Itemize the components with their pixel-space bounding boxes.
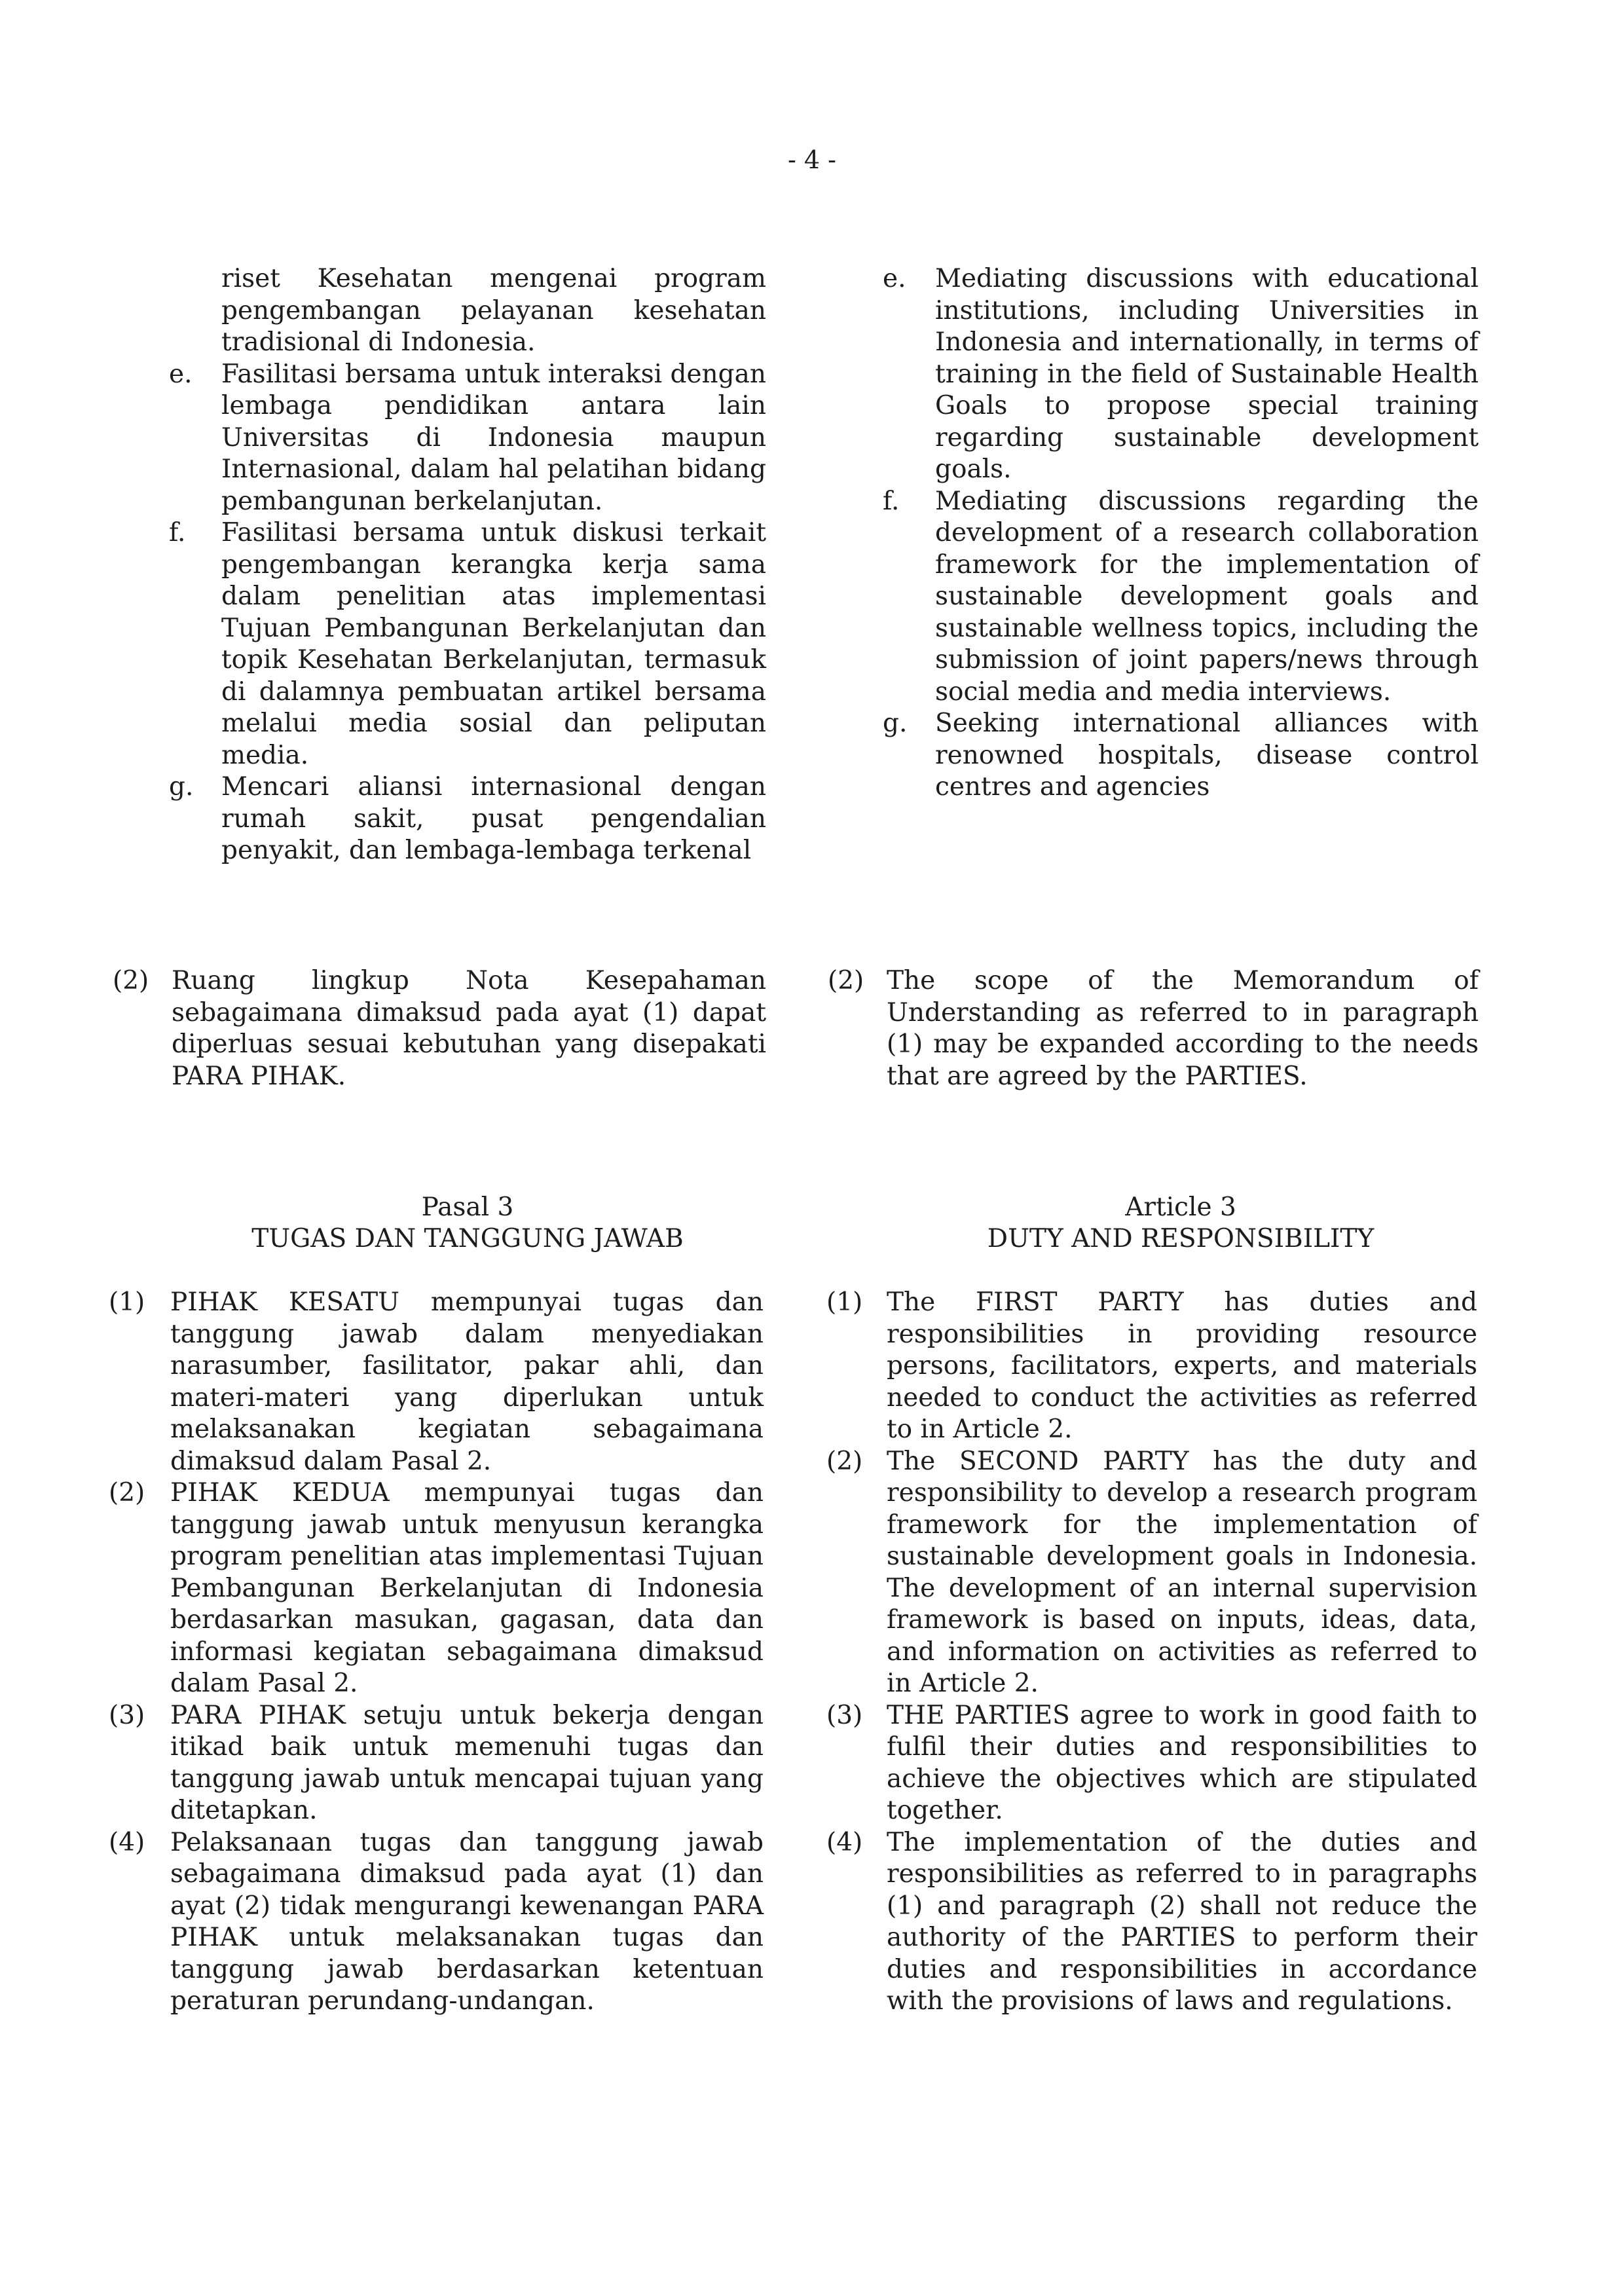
article-number: Pasal 3 <box>421 1193 514 1222</box>
item-label: (3) <box>109 1700 145 1730</box>
item-text: PIHAK KEDUA mempunyai tugas dan tanggung jawab untuk menyusun kerangka program penelitian atas implementasi Tujuan Pembangunan Berkelanjutan di Indonesia berdasarkan masukan, gagasan, data dan informasi kegiatan sebagaimana dimaksud dalam Pasal 2. <box>170 1478 764 1698</box>
item-label: g. <box>883 709 908 738</box>
item-text: The SECOND PARTY has the duty and responsibility to develop a research program framework for the implementation of sustainable development goals in Indonesia. The development of an internal supervision framework is based on inputs, ideas, data, and information on activities as referred to in Article 2. <box>887 1446 1477 1698</box>
item-text: The implementation of the duties and responsibilities as referred to in paragraphs (1) and paragraph (2) shall not reduce the authority of the PARTIES to perform their duties and responsibilities in accordance with the provisions of laws and regulations. <box>887 1827 1477 2016</box>
article-title: DUTY AND RESPONSIBILITY <box>987 1224 1375 1253</box>
paragraph-4 <box>826 1827 1477 2018</box>
item-text: Mediating discussions regarding the development of a research collaboration framework for the implementation of sustainable development goals and sustainable wellness topics, including the submission of joint papers/news through social media and media interviews. <box>935 486 1479 707</box>
article-number: Article 3 <box>1125 1193 1236 1222</box>
item-text: PARA PIHAK setuju untuk bekerja dengan itikad baik untuk memenuhi tugas dan tanggung jawab untuk mencapai tujuan yang ditetapkan. <box>170 1700 764 1825</box>
item-label: (2) <box>113 966 149 995</box>
item-text: The scope of the Memorandum of Understanding as referred to in paragraph (1) may be expanded according to the needs that are agreed by the PARTIES. <box>887 966 1479 1091</box>
paragraph-2 <box>109 1477 764 1700</box>
item-label: f. <box>169 518 186 547</box>
item-text: PIHAK KESATU mempunyai tugas dan tanggung jawab dalam menyediakan narasumber, fasilitator, pakar ahli, dan materi-materi yang diperlukan untuk melaksanakan kegiatan sebagaimana dimaksud dalam Pasal 2. <box>170 1287 764 1476</box>
item-label: (2) <box>828 966 864 995</box>
paragraph-2 <box>113 965 766 1092</box>
item-text: Pelaksanaan tugas dan tanggung jawab sebagaimana dimaksud pada ayat (1) dan ayat (2) tidak mengurangi kewenangan PARA PIHAK untuk melaksanakan tugas dan tanggung jawab berdasarkan ketentuan peraturan perundang-undangan. <box>170 1827 764 2016</box>
paragraph-1 <box>109 1287 764 1477</box>
list-item-e <box>169 359 766 518</box>
item-text: Ruang lingkup Nota Kesepahaman sebagaimana dimaksud pada ayat (1) dapat diperluas sesuai kebutuhan yang disepakati PARA PIHAK. <box>172 966 766 1091</box>
item-label: f. <box>883 486 900 516</box>
item-text: Fasilitasi bersama untuk diskusi terkait pengembangan kerangka kerja sama dalam penelitian atas implementasi Tujuan Pembangunan Berkelanjutan dan topik Kesehatan Berkelanjutan, termasuk di dalamnya pembuatan artikel bersama melalui media sosial dan peliputan media. <box>221 518 766 770</box>
item-label: (2) <box>826 1446 863 1476</box>
paragraph-4 <box>109 1827 764 2018</box>
paragraph-1 <box>826 1287 1477 1446</box>
item-text: The FIRST PARTY has duties and responsibilities in providing resource persons, facilitators, experts, and materials needed to conduct the activities as referred to in Article 2. <box>887 1287 1477 1444</box>
list-item-continuation <box>169 263 766 359</box>
paragraph-3 <box>109 1700 764 1827</box>
list-item-g <box>883 708 1479 804</box>
item-label: (2) <box>109 1478 145 1508</box>
paragraph-2 <box>826 1446 1477 1700</box>
item-label: e. <box>883 264 906 293</box>
page-number: - 4 - <box>787 145 836 174</box>
item-label: (1) <box>109 1287 145 1317</box>
paragraph-2 <box>828 965 1479 1092</box>
article-left-column <box>109 1287 764 2018</box>
item-label: g. <box>169 772 194 802</box>
top-left-column <box>169 263 766 867</box>
item-label: (1) <box>826 1287 863 1317</box>
item-text: Seeking international alliances with renowned hospitals, disease control centres and agencies <box>935 709 1479 802</box>
item-text: Mediating discussions with educational institutions, including Universities in Indonesia and internationally, in terms of training in the field of Sustainable Health Goals to propose special training regarding sustainable development goals. <box>935 264 1479 484</box>
scope-right <box>828 965 1479 1092</box>
list-item-g <box>169 771 766 867</box>
article-right-column <box>826 1287 1477 2018</box>
article-heading-right <box>883 1192 1479 1255</box>
paragraph-3 <box>826 1700 1477 1827</box>
item-label: e. <box>169 359 193 389</box>
top-right-column <box>883 263 1479 804</box>
item-label: (4) <box>826 1827 863 1857</box>
scope-left <box>113 965 766 1092</box>
article-title: TUGAS DAN TANGGUNG JAWAB <box>251 1224 684 1253</box>
list-item-f <box>169 517 766 771</box>
list-item-e <box>883 263 1479 486</box>
item-text: Fasilitasi bersama untuk interaksi dengan lembaga pendidikan antara lain Universitas di Indonesia maupun Internasional, dalam hal pelatihan bidang pembangunan berkelanjutan. <box>221 359 766 516</box>
article-heading-left <box>169 1192 766 1255</box>
item-text: Mencari aliansi internasional dengan rumah sakit, pusat pengendalian penyakit, dan lembaga-lembaga terkenal <box>221 772 766 865</box>
item-text: riset Kesehatan mengenai program pengembangan pelayanan kesehatan tradisional di Indonesia. <box>221 264 766 357</box>
item-text: THE PARTIES agree to work in good faith to fulfil their duties and responsibilities to achieve the objectives which are stipulated together. <box>887 1700 1477 1825</box>
item-label: (3) <box>826 1700 863 1730</box>
list-item-f <box>883 486 1479 709</box>
item-label: (4) <box>109 1827 145 1857</box>
